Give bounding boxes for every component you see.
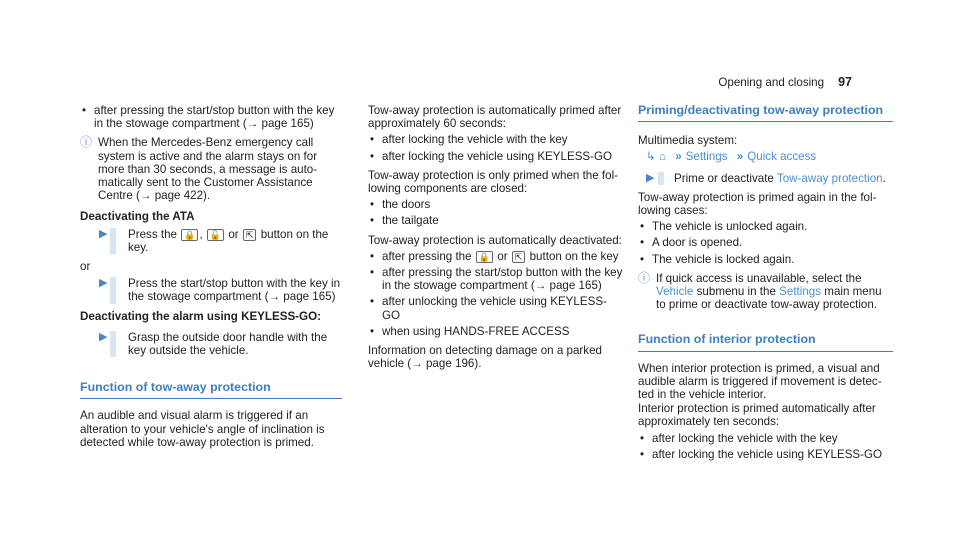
paragraph: When interior protection is primed, a visual and audible alarm is triggered if movement is detected in the vehicle interior. bbox=[638, 361, 882, 402]
list-item: • after locking the vehicle with the key bbox=[368, 133, 624, 146]
paragraph: Tow-away protection is primed again in the following cases: bbox=[638, 190, 877, 218]
list bbox=[638, 432, 893, 461]
action-step: ▶ Grasp the outside door handle with the key outside the vehicle. bbox=[99, 330, 328, 358]
column-1 bbox=[80, 104, 342, 456]
list-item: • after locking the vehicle using KEYLESS-GO bbox=[638, 448, 893, 461]
list bbox=[368, 250, 624, 338]
section-heading-function: Function of tow-away protection bbox=[80, 381, 342, 399]
paragraph: Tow-away protection is only primed when the following components are closed: bbox=[368, 168, 619, 196]
path-quick-access: Quick access bbox=[747, 150, 817, 164]
path-settings: Settings bbox=[685, 150, 728, 164]
action-step: ▶ Press the start/stop button with the key in the stowage compartment (→ page 165) bbox=[99, 277, 341, 304]
list bbox=[368, 133, 624, 162]
info-note: ⓘ When the Mercedes-Benz emergency call system is active and the alarm stays on for more than 30 seconds, a message is automatically sent to the Customer Assistance Centre (→ page 422). bbox=[80, 135, 318, 203]
page-number: 97 bbox=[838, 75, 852, 89]
paragraph: Interior protection is primed automatically after approximately ten seconds: bbox=[638, 402, 876, 429]
paragraph: Tow-away protection is automatically deactivated: bbox=[368, 233, 622, 247]
action-arrow-icon: ▶ bbox=[99, 277, 108, 290]
paragraph: Information on detecting damage on a parked vehicle (→ page 196). bbox=[368, 344, 602, 371]
action-arrow-icon: ▶ bbox=[99, 330, 108, 343]
action-arrow-icon: ▶ bbox=[99, 227, 108, 240]
settings-link: Settings bbox=[779, 285, 822, 299]
column-3 bbox=[638, 104, 893, 467]
list-item: • after pressing the 🔒 or ⇱ button on the key bbox=[368, 250, 624, 263]
action-step: ▶ Press the 🔒 , 🔓 or ⇱ button on the key. bbox=[99, 227, 329, 254]
tow-away-protection-link: Tow-away protection bbox=[776, 171, 883, 185]
info-icon: ⓘ bbox=[638, 270, 651, 285]
list-item: • the doors bbox=[368, 198, 624, 211]
list-item: • after pressing the start/stop button with the key in the stowage compartment (→ page 165) bbox=[80, 104, 342, 130]
lock-key-icon: 🔒 bbox=[476, 251, 493, 263]
list-item: • The vehicle is unlocked again. bbox=[638, 220, 893, 233]
section-heading-prime: Priming/deactivating tow-away protection bbox=[638, 104, 893, 122]
heading-deactivate-ata: Deactivating the ATA bbox=[80, 210, 195, 224]
section-title: Opening and closing bbox=[718, 76, 825, 89]
menu-path bbox=[646, 150, 893, 163]
vehicle-link: Vehicle bbox=[656, 285, 694, 299]
column-2 bbox=[368, 104, 624, 377]
list-item: • A door is opened. bbox=[638, 236, 893, 249]
action-arrow-icon: ▶ bbox=[646, 171, 655, 184]
page-header bbox=[718, 76, 852, 89]
multimedia-label: Multimedia system: bbox=[638, 134, 738, 148]
list-item: • the tailgate bbox=[368, 214, 624, 227]
paragraph: Tow-away protection is automatically primed after approximately 60 seconds: bbox=[368, 104, 622, 131]
function-paragraph: An audible and visual alarm is triggered if an alteration to your vehicle's angle of inclination is detected while tow-away protection is primed. bbox=[80, 409, 325, 449]
chevron-icon: » bbox=[675, 150, 682, 164]
list-item: • after unlocking the vehicle using KEYLESS-GO bbox=[368, 295, 624, 321]
tailgate-key-icon: ⇱ bbox=[243, 229, 257, 241]
list bbox=[638, 220, 893, 266]
list-item: • after locking the vehicle using KEYLESS-GO bbox=[368, 150, 624, 163]
info-icon: ⓘ bbox=[80, 135, 93, 150]
section-heading-interior: Function of interior protection bbox=[638, 333, 893, 351]
home-icon: ⌂ bbox=[658, 150, 666, 164]
action-step: ▶ Prime or deactivate Tow-away protection. bbox=[646, 171, 886, 185]
list bbox=[368, 198, 624, 227]
info-note: ⓘ If quick access is unavailable, select the Vehicle submenu in the Settings main menu to prime or deactivate tow-away protection. bbox=[638, 270, 882, 312]
path-arrow-icon: ↳ bbox=[646, 150, 656, 164]
chevron-icon: » bbox=[736, 150, 744, 164]
lock-key-icon: 🔒 bbox=[181, 229, 198, 241]
list-item: • The vehicle is locked again. bbox=[638, 253, 893, 266]
list-item: • after pressing the start/stop button with the key in the stowage compartment (→ page 165) bbox=[368, 266, 624, 292]
heading-keyless: Deactivating the alarm using KEYLESS-GO: bbox=[80, 309, 321, 323]
or-text: or bbox=[80, 260, 91, 274]
tailgate-key-icon: ⇱ bbox=[512, 251, 526, 263]
unlock-key-icon: 🔓 bbox=[207, 229, 224, 241]
list-item: • when using HANDS-FREE ACCESS bbox=[368, 325, 624, 338]
list-item: • after locking the vehicle with the key bbox=[638, 432, 893, 445]
